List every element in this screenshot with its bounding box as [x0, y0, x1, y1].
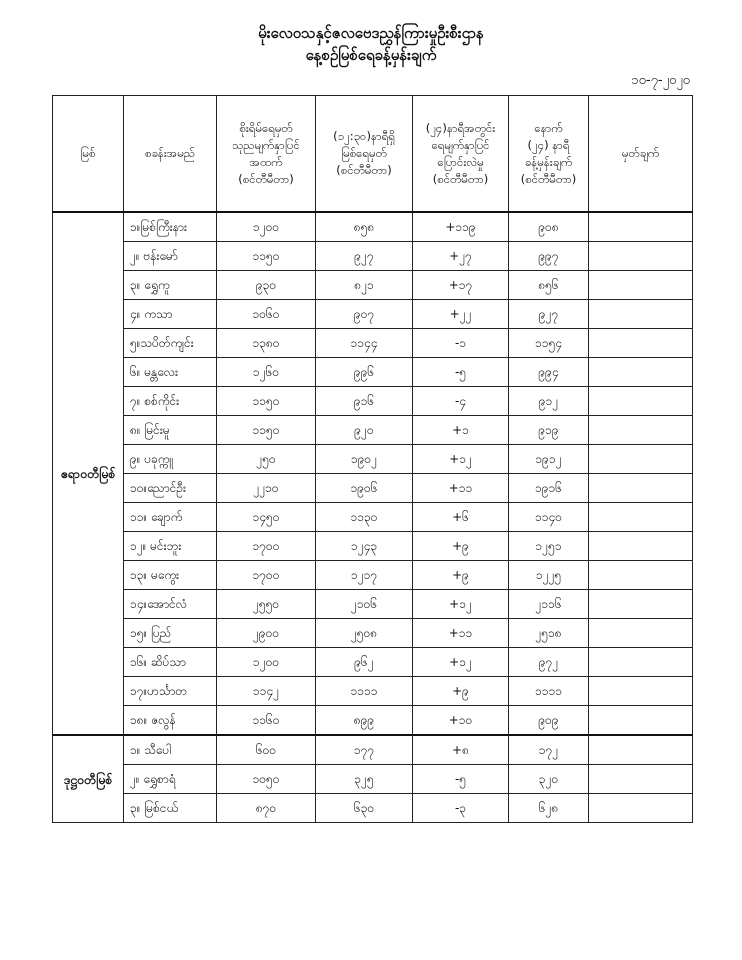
current-level-cell: ၆၃၀ [316, 794, 413, 823]
remark-cell [589, 387, 693, 416]
remark-cell [589, 242, 693, 271]
change-cell: -၅ [413, 765, 509, 794]
station-cell: ၁၆။ ဆိပ်သာ [124, 648, 217, 677]
danger-level-cell: ၁၄၅၀ [217, 503, 316, 532]
forecast-cell: ၉၁၉ [509, 416, 589, 445]
current-level-cell: ၉၂၀ [316, 416, 413, 445]
station-cell: ၇။ စစ်ကိုင်း [124, 387, 217, 416]
page-subtitle: နေ့စဉ်မြစ်ရေခန့်မှန်းချက် [305, 46, 437, 64]
change-cell: +၉ [413, 677, 509, 706]
change-cell: -၃ [413, 794, 509, 823]
table-row [53, 271, 693, 300]
river-name-cell: ဒုဋ္ဌဝတီမြစ် [53, 735, 124, 823]
station-cell: ၁။ သီပေါ [124, 735, 217, 765]
forecast-cell: ၆၂၈ [509, 794, 589, 823]
station-cell: ၈။ မြင်းမူ [124, 416, 217, 445]
station-cell: ၁၇။ဟင်္သာတ [124, 677, 217, 706]
current-level-cell: ၁၂၁၇ [316, 561, 413, 590]
change-cell: +၁၂ [413, 590, 509, 619]
forecast-cell: ၉၀၉ [509, 706, 589, 736]
remark-cell [589, 416, 693, 445]
forecast-cell: ၁၁၅၄ [509, 329, 589, 358]
danger-level-cell: ၁၀၅၀ [217, 765, 316, 794]
danger-level-cell: ၁၁၄၂ [217, 677, 316, 706]
forecast-cell: ၃၂၀ [509, 765, 589, 794]
danger-level-cell: ၂၂၁၀ [217, 474, 316, 503]
change-cell: +၁၂ [413, 648, 509, 677]
current-level-cell: ၁၉၀၂ [316, 445, 413, 474]
table-row [53, 765, 693, 794]
change-cell: +၁၂ [413, 445, 509, 474]
table-row [53, 648, 693, 677]
header-river: မြစ် [53, 96, 124, 213]
current-level-cell: ၂၅၀၈ [316, 619, 413, 648]
forecast-cell: ၉၇၂ [509, 648, 589, 677]
current-level-cell: ၁၉၀၆ [316, 474, 413, 503]
table-row [53, 300, 693, 329]
current-level-cell: ၁၁၄၄ [316, 329, 413, 358]
forecast-cell: ၁၁၁၁ [509, 677, 589, 706]
station-cell: ၁၅။ ပြည် [124, 619, 217, 648]
remark-cell [589, 358, 693, 387]
table-row [53, 532, 693, 561]
station-cell: ၉။ ပခုက္ကူ [124, 445, 217, 474]
current-level-cell: ၉၉၆ [316, 358, 413, 387]
danger-level-cell: ၁၇၀၀ [217, 532, 316, 561]
danger-level-cell: ၆၀၀ [217, 735, 316, 765]
table-row [53, 329, 693, 358]
station-cell: ၁၃။ မကွေး [124, 561, 217, 590]
change-cell: -၁ [413, 329, 509, 358]
station-cell: ၁၈။ ဇလွန် [124, 706, 217, 736]
danger-level-cell: ၁၃၈၀ [217, 329, 316, 358]
danger-level-cell: ၁၇၀၀ [217, 561, 316, 590]
forecast-cell: ၉၉၄ [509, 358, 589, 387]
station-cell: ၁၀။ညောင်ဦး [124, 474, 217, 503]
remark-cell [589, 300, 693, 329]
change-cell: +၁၁၉ [413, 212, 509, 242]
station-cell: ၅။သပိတ်ကျင်း [124, 329, 217, 358]
change-cell: -၄ [413, 387, 509, 416]
station-cell: ၄။ ကသာ [124, 300, 217, 329]
current-level-cell: ၉၁၆ [316, 387, 413, 416]
table-header-row [53, 96, 693, 213]
river-name-cell: ဧရာဝတီမြစ် [53, 212, 124, 735]
forecast-cell: ၉၉၇ [509, 242, 589, 271]
current-level-cell: ၉၆၂ [316, 648, 413, 677]
forecast-cell: ၁၁၄၀ [509, 503, 589, 532]
danger-level-cell: ၂၅၀ [217, 445, 316, 474]
danger-level-cell: ၂၉၀၀ [217, 619, 316, 648]
change-cell: +၁၁ [413, 474, 509, 503]
table-row [53, 242, 693, 271]
remark-cell [589, 329, 693, 358]
danger-level-cell: ၈၇၀ [217, 794, 316, 823]
remark-cell [589, 706, 693, 736]
station-cell: ၂။ ဗန်းမော် [124, 242, 217, 271]
danger-level-cell: ၉၃၀ [217, 271, 316, 300]
current-level-cell: ၁၇၇ [316, 735, 413, 765]
table-row [53, 212, 693, 242]
forecast-cell: ၁၂၅၁ [509, 532, 589, 561]
table-row [53, 590, 693, 619]
header-current-level: (၁၂:၃၀)နာရီရှိ မြစ်ရေမှတ် (စင်တီမီတာ) [316, 96, 413, 213]
change-cell: +၂၇ [413, 242, 509, 271]
change-cell: +၁၁ [413, 619, 509, 648]
remark-cell [589, 735, 693, 765]
current-level-cell: ၁၁၃၀ [316, 503, 413, 532]
remark-cell [589, 474, 693, 503]
station-cell: ၁၁။ ချောက် [124, 503, 217, 532]
current-level-cell: ၈၂၁ [316, 271, 413, 300]
table-row [53, 561, 693, 590]
remark-cell [589, 503, 693, 532]
header-station: စခန်းအမည် [124, 96, 217, 213]
station-cell: ၂။ ရွှေစာရံ [124, 765, 217, 794]
table-row [53, 735, 693, 765]
danger-level-cell: ၁၁၅၀ [217, 387, 316, 416]
station-cell: ၁၄။အောင်လံ [124, 590, 217, 619]
header-forecast: နောက် (၂၄) နာရီ ခန့်မှန်းချက် (စင်တီမီတာ) [509, 96, 589, 213]
station-cell: ၃။ ရွှေကူ [124, 271, 217, 300]
station-cell: ၁၂။ မင်းဘူး [124, 532, 217, 561]
current-level-cell: ၃၂၅ [316, 765, 413, 794]
table-row [53, 445, 693, 474]
forecast-cell: ၉၂၇ [509, 300, 589, 329]
change-cell: +၆ [413, 503, 509, 532]
station-cell: ၃။ မြစ်ငယ် [124, 794, 217, 823]
danger-level-cell: ၁၂၀၀ [217, 212, 316, 242]
change-cell: +၁၇ [413, 271, 509, 300]
current-level-cell: ၁၂၄၃ [316, 532, 413, 561]
current-level-cell: ၂၁၀၆ [316, 590, 413, 619]
current-level-cell: ၁၁၁၁ [316, 677, 413, 706]
header-danger-level: စိုးရိမ်ရေမှတ် သုညမျက်နှာပြင် အထက် (စင်တီမီတာ) [217, 96, 316, 213]
remark-cell [589, 677, 693, 706]
station-cell: ၁။မြစ်ကြီးနား [124, 212, 217, 242]
remark-cell [589, 532, 693, 561]
remark-cell [589, 561, 693, 590]
change-cell: +၁၀ [413, 706, 509, 736]
remark-cell [589, 445, 693, 474]
page-title: မိုးလေဝသနှင့်ဇလဗေဒညွှန်ကြားမှုဦးစီးဌာန [258, 24, 484, 42]
station-cell: ၆။ မန္တလေး [124, 358, 217, 387]
remark-cell [589, 212, 693, 242]
table-row [53, 794, 693, 823]
report-date: ၁၀-၇-၂၀၂၀ [631, 73, 690, 88]
river-forecast-table [52, 95, 693, 823]
header-remark: မှတ်ချက် [589, 96, 693, 213]
forecast-cell: ၁၉၁၆ [509, 474, 589, 503]
current-level-cell: ၉၀၇ [316, 300, 413, 329]
forecast-cell: ၂၅၁၈ [509, 619, 589, 648]
forecast-cell: ၉၀၈ [509, 212, 589, 242]
danger-level-cell: ၁၁၅၀ [217, 416, 316, 445]
table-row [53, 358, 693, 387]
table-row [53, 474, 693, 503]
remark-cell [589, 271, 693, 300]
forecast-cell: ၂၁၁၆ [509, 590, 589, 619]
current-level-cell: ၈၅၈ [316, 212, 413, 242]
remark-cell [589, 619, 693, 648]
current-level-cell: ၈၉၉ [316, 706, 413, 736]
danger-level-cell: ၁၂၀၀ [217, 648, 316, 677]
danger-level-cell: ၁၂၆၀ [217, 358, 316, 387]
danger-level-cell: ၁၀၆၀ [217, 300, 316, 329]
change-cell: +၈ [413, 735, 509, 765]
table-row [53, 387, 693, 416]
change-cell: +၂၂ [413, 300, 509, 329]
table-row [53, 619, 693, 648]
change-cell: +၁ [413, 416, 509, 445]
change-cell: +၉ [413, 532, 509, 561]
table-row [53, 416, 693, 445]
header-24h-change: (၂၄)နာရီအတွင်း ရေမျက်နှာပြင် ပြောင်းလဲမှု (စင်တီမီတာ) [413, 96, 509, 213]
remark-cell [589, 794, 693, 823]
forecast-cell: ၁၂၂၅ [509, 561, 589, 590]
table-row [53, 677, 693, 706]
forecast-cell: ၉၁၂ [509, 387, 589, 416]
change-cell: +၉ [413, 561, 509, 590]
forecast-cell: ၈၅၆ [509, 271, 589, 300]
current-level-cell: ၉၂၇ [316, 242, 413, 271]
change-cell: -၅ [413, 358, 509, 387]
forecast-cell: ၁၇၂ [509, 735, 589, 765]
table-body [53, 212, 693, 823]
danger-level-cell: ၁၁၆၀ [217, 706, 316, 736]
remark-cell [589, 590, 693, 619]
forecast-cell: ၁၉၁၂ [509, 445, 589, 474]
danger-level-cell: ၂၅၅၀ [217, 590, 316, 619]
remark-cell [589, 765, 693, 794]
table-row [53, 503, 693, 532]
danger-level-cell: ၁၁၅၀ [217, 242, 316, 271]
table-row [53, 706, 693, 736]
remark-cell [589, 648, 693, 677]
